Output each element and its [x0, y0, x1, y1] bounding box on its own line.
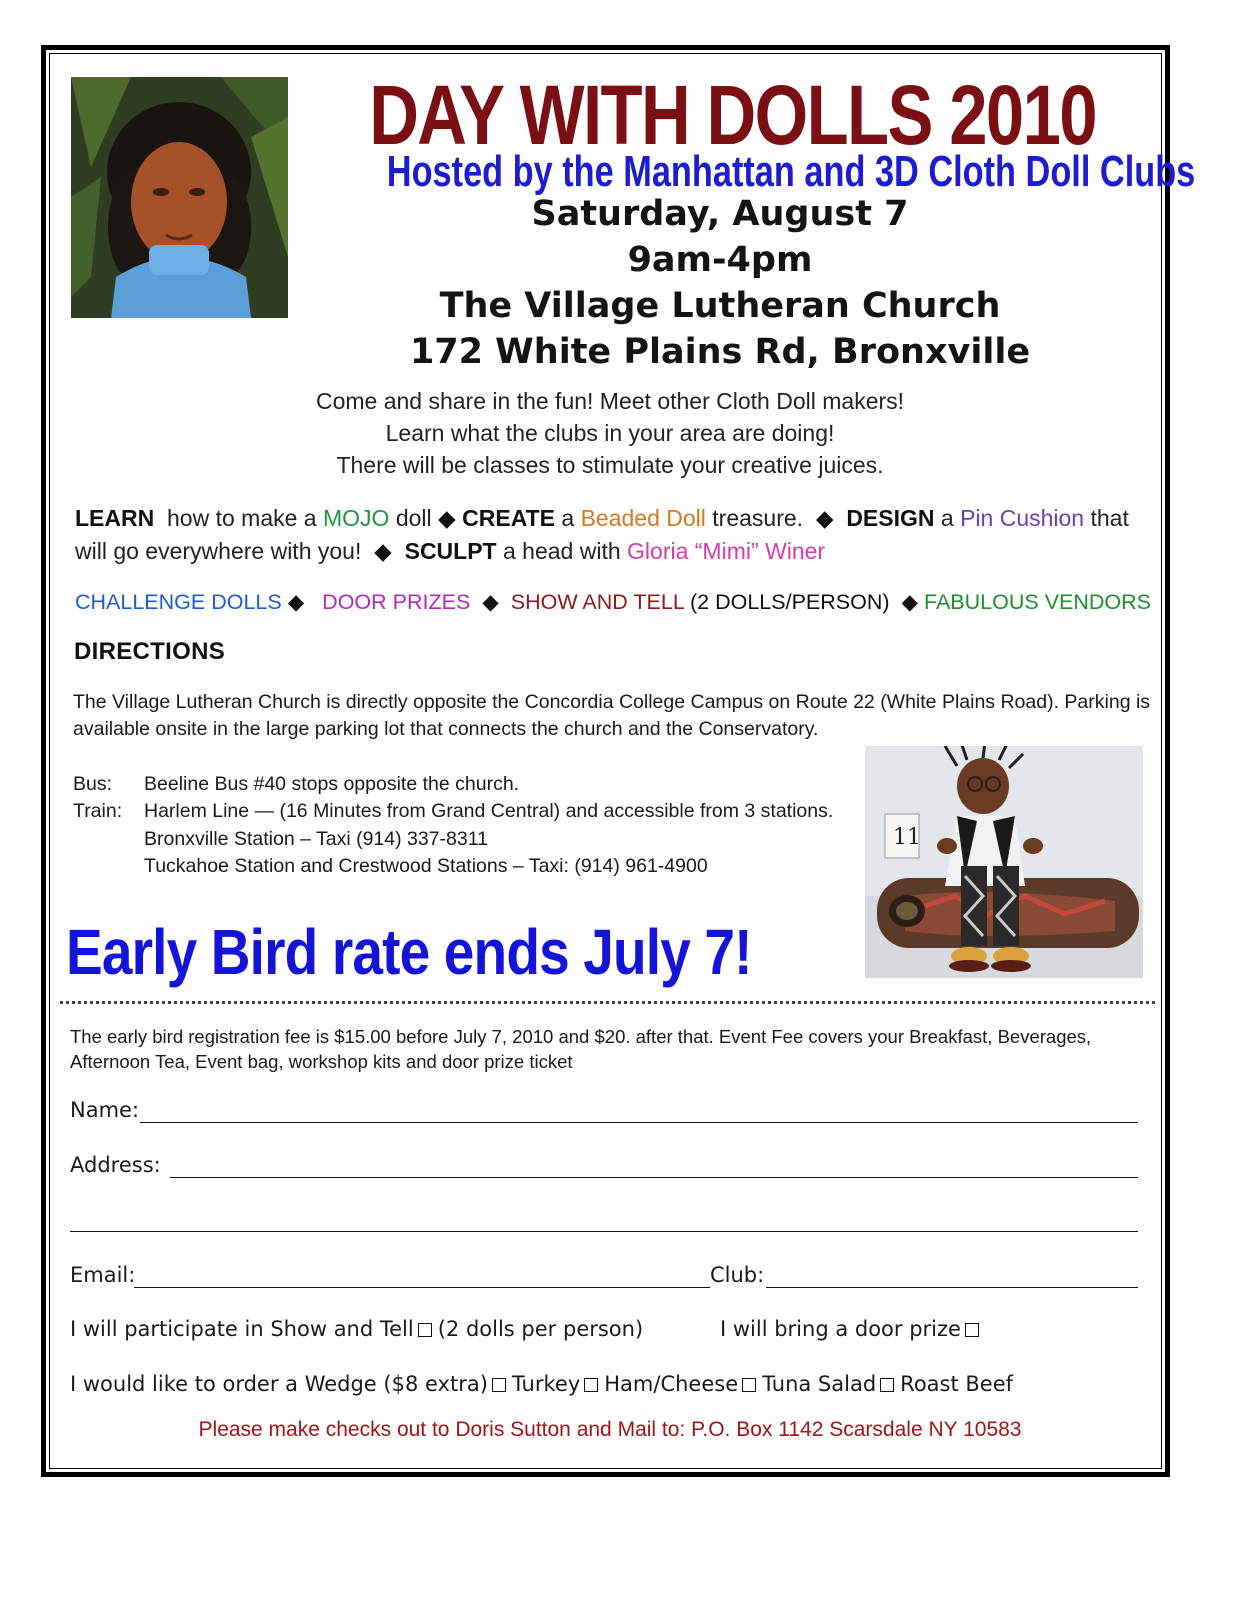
- station-bronxville: Bronxville Station – Taxi (914) 337-8311: [144, 827, 488, 850]
- turkey-checkbox[interactable]: [492, 1378, 506, 1392]
- email-label: Email:: [70, 1263, 136, 1287]
- name-label: Name:: [70, 1098, 140, 1122]
- design-keyword: DESIGN: [846, 505, 935, 531]
- show-tell-option: I will participate in Show and Tell (2 dolls per person): [70, 1317, 644, 1341]
- event-venue: The Village Lutheran Church: [439, 286, 1001, 326]
- early-bird-banner: Early Bird rate ends July 7!: [66, 916, 752, 988]
- bus-text: Beeline Bus #40 stops opposite the church.: [144, 773, 520, 795]
- show-and-tell-note: (2 DOLLS/PERSON): [690, 590, 890, 614]
- show-and-tell: SHOW AND TELL: [510, 590, 685, 614]
- diamond-icon: ◆: [287, 590, 305, 614]
- wedge-order-line: I would like to order a Wedge ($8 extra) Turkey Ham/Cheese Tuna Salad Roast Beef: [70, 1372, 1014, 1396]
- bus-label: Bus:: [73, 773, 113, 795]
- activities-paragraph: LEARN how to make a MOJO doll ◆ CREATE a Beaded Doll treasure. ◆ DESIGN a Pin Cushion that will go everywhere with you! ◆ SCULPT a head with Gloria “Mimi” Winer: [75, 505, 1129, 564]
- club-field[interactable]: [766, 1287, 1138, 1288]
- cut-line: [60, 1001, 1155, 1004]
- beaded-doll: Beaded Doll: [580, 505, 706, 531]
- event-title: DAY WITH DOLLS 2010: [369, 68, 1096, 162]
- show-tell-checkbox[interactable]: [418, 1323, 432, 1337]
- mail-instructions: Please make checks out to Doris Sutton and Mail to: P.O. Box 1142 Scarsdale NY 10583: [198, 1418, 1022, 1441]
- doll-photo-sitting: [865, 746, 1143, 978]
- door-prize-option: I will bring a door prize: [720, 1317, 985, 1341]
- roast-beef-checkbox[interactable]: [880, 1378, 894, 1392]
- diamond-icon: ◆: [374, 538, 392, 564]
- directions-text: The Village Lutheran Church is directly opposite the Concordia College Campus on Route 22 (White Plains Road). Parking is available onsite in the large parking lot that connects the church and the Conservatory.: [73, 691, 1151, 740]
- intro-line-3: There will be classes to stimulate your creative juices.: [336, 452, 884, 478]
- fabulous-vendors: FABULOUS VENDORS: [924, 590, 1152, 614]
- mojo-doll: MOJO: [323, 505, 390, 531]
- address-field[interactable]: [170, 1177, 1138, 1178]
- train-text: Harlem Line — (16 Minutes from Grand Central) and accessible from 3 stations.: [144, 800, 834, 823]
- club-label: Club:: [710, 1263, 765, 1287]
- event-time: 9am-4pm: [627, 240, 813, 280]
- intro-line-1: Come and share in the fun! Meet other Cloth Doll makers!: [315, 388, 905, 414]
- event-date: Saturday, August 7: [531, 194, 909, 234]
- highlights-line: [75, 588, 1152, 616]
- name-field[interactable]: [140, 1122, 1138, 1123]
- challenge-dolls: CHALLENGE DOLLS: [75, 590, 282, 614]
- station-tuckahoe-crestwood: Tuckahoe Station and Crestwood Stations – Taxi: (914) 961-4900: [144, 854, 708, 877]
- diamond-icon: ◆: [438, 505, 456, 531]
- learn-keyword: LEARN: [75, 505, 155, 531]
- tuna-salad-checkbox[interactable]: [742, 1378, 756, 1392]
- intro-line-2: Learn what the clubs in your area are doing!: [385, 420, 835, 446]
- instructor-name: Gloria “Mimi” Winer: [627, 538, 826, 564]
- address-field-line-2[interactable]: [70, 1231, 1138, 1232]
- email-field[interactable]: [134, 1287, 710, 1288]
- pin-cushion: Pin Cushion: [960, 505, 1085, 531]
- door-prize-checkbox[interactable]: [965, 1323, 979, 1337]
- address-label: Address:: [70, 1153, 161, 1177]
- door-prizes: DOOR PRIZES: [322, 590, 471, 614]
- diamond-icon: ◆: [901, 590, 919, 614]
- train-label: Train:: [73, 800, 123, 823]
- create-keyword: CREATE: [462, 505, 555, 531]
- registration-fee-text: The early bird registration fee is $15.00 before July 7, 2010 and $20. after that. Event Fee covers your Breakfast, Beverages, Afternoon Tea, Event bag, workshop kits and door prize ticket: [70, 1026, 1092, 1072]
- diamond-icon: ◆: [815, 505, 834, 531]
- event-subtitle: Hosted by the Manhattan and 3D Cloth Doll Clubs: [386, 147, 1196, 196]
- ham-cheese-checkbox[interactable]: [584, 1378, 598, 1392]
- directions-heading: DIRECTIONS: [74, 638, 226, 665]
- event-address: 172 White Plains Rd, Bronxville: [409, 332, 1031, 372]
- doll-photo-portrait: [71, 77, 288, 318]
- sculpt-keyword: SCULPT: [404, 538, 497, 564]
- transit-info: [73, 771, 863, 880]
- diamond-icon: ◆: [482, 590, 499, 614]
- number-card: 11: [893, 825, 921, 850]
